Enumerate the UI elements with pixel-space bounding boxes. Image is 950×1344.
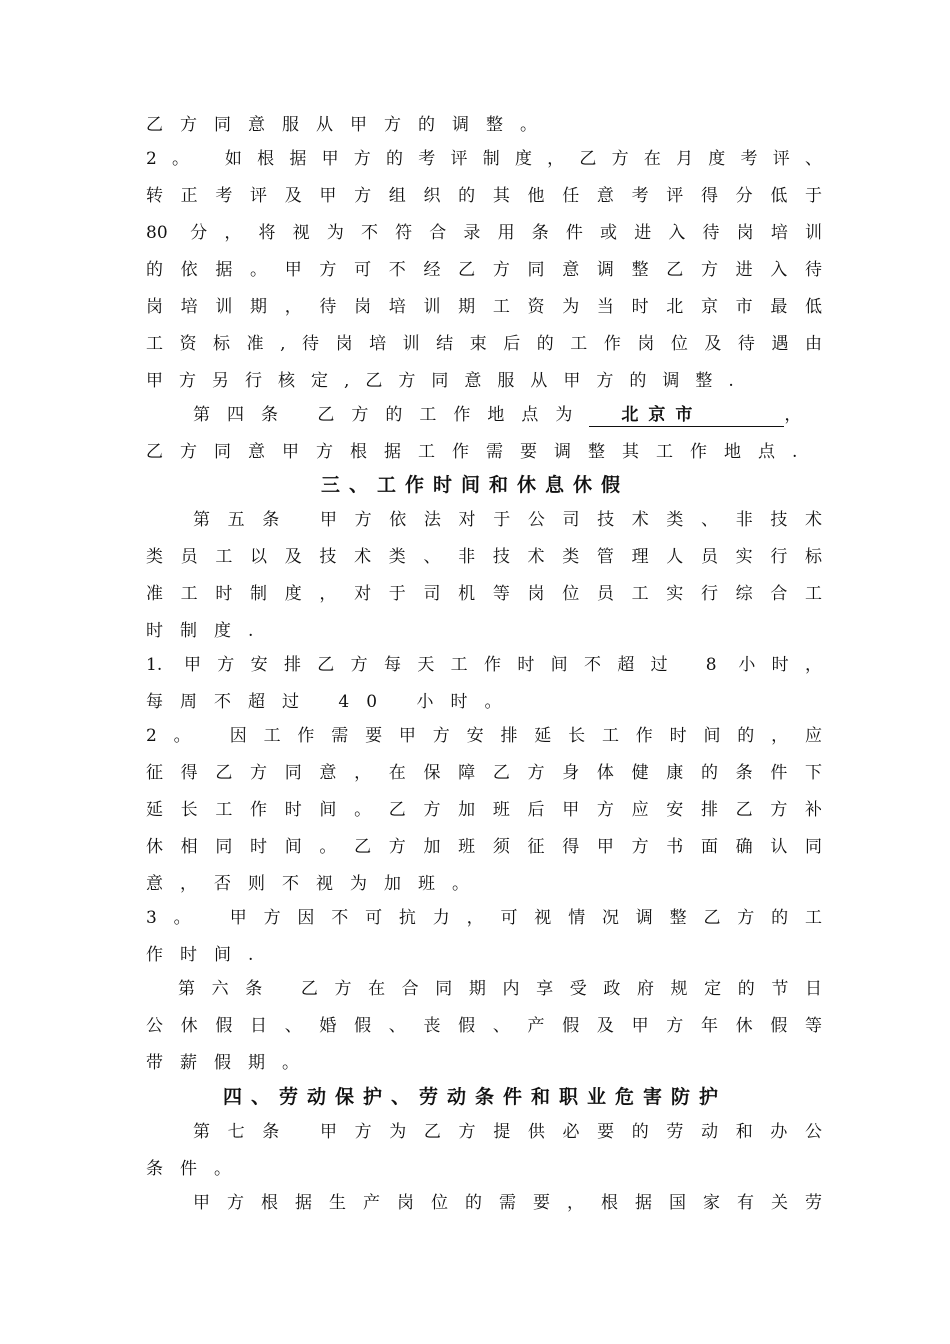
text-line: 第六条 乙方在合同期内享受政府规定的节日 <box>178 979 822 999</box>
text-line: 工资标准,待岗培训结束后的工作岗位及待遇由 <box>146 334 822 354</box>
section-4-heading: 四、劳动保护、劳动条件和职业危害防护 <box>222 1086 727 1108</box>
text-line: 甲方根据生产岗位的需要，根据国家有关劳 <box>193 1193 822 1213</box>
text-line: 类员工以及技术类、非技术类管理人员实行标 <box>146 547 822 567</box>
text-line: 的依据。甲方可不经乙方同意调整乙方进入待 <box>146 260 822 280</box>
section-3-heading: 三、工作时间和休息休假 <box>320 474 629 496</box>
article-4-suffix: ， <box>784 405 802 425</box>
work-location-field: 北京市 <box>589 404 784 427</box>
text-line: 1. 甲方安排乙方每天工作时间不超过 8 小时， <box>146 655 822 675</box>
text-line: 乙方同意甲方根据工作需要调整其工作地点. <box>146 442 815 462</box>
text-line: 休相同时间。乙方加班须征得甲方书面确认同 <box>146 837 822 857</box>
text-line: 公休假日、婚假、丧假、产假及甲方年休假等 <box>146 1016 822 1036</box>
text-line: 第七条 甲方为乙方提供必要的劳动和办公 <box>193 1122 822 1142</box>
text-line: 2。 如根据甲方的考评制度，乙方在月度考评、 <box>146 149 822 169</box>
article-4-line <box>193 402 822 428</box>
text-line: 征得乙方同意，在保障乙方身体健康的条件下 <box>146 763 822 783</box>
text-line: 条件。 <box>146 1159 248 1179</box>
text-line: 甲方另行核定,乙方同意服从甲方的调整. <box>146 371 750 391</box>
article-4-prefix: 第四条 乙方的工作地点为 <box>193 405 590 425</box>
text-line: 带薪假期。 <box>146 1053 316 1073</box>
text-line: 第五条 甲方依法对于公司技术类、非技术 <box>193 510 822 530</box>
text-line: 2。 因工作需要甲方安排延长工作时间的，应 <box>146 726 822 746</box>
text-line: 3。 甲方因不可抗力，可视情况调整乙方的工 <box>146 908 822 928</box>
text-line: 延长工作时间。乙方加班后甲方应安排乙方补 <box>146 800 822 820</box>
text-line: 作时间. <box>146 945 271 965</box>
text-line: 每周不超过 40 小时。 <box>146 692 519 712</box>
text-line: 转正考评及甲方组织的其他任意考评得分低于 <box>146 186 822 206</box>
text-line: 80 分，将视为不符合录用条件或进入待岗培训 <box>146 223 822 243</box>
text-line: 岗培训期，待岗培训期工资为当时北京市最低 <box>146 297 822 317</box>
text-line: 意，否则不视为加班。 <box>146 874 486 894</box>
text-line: 乙方同意服从甲方的调整。 <box>146 115 554 135</box>
text-line: 准工时制度，对于司机等岗位员工实行综合工 <box>146 584 822 604</box>
text-line: 时制度. <box>146 621 271 641</box>
